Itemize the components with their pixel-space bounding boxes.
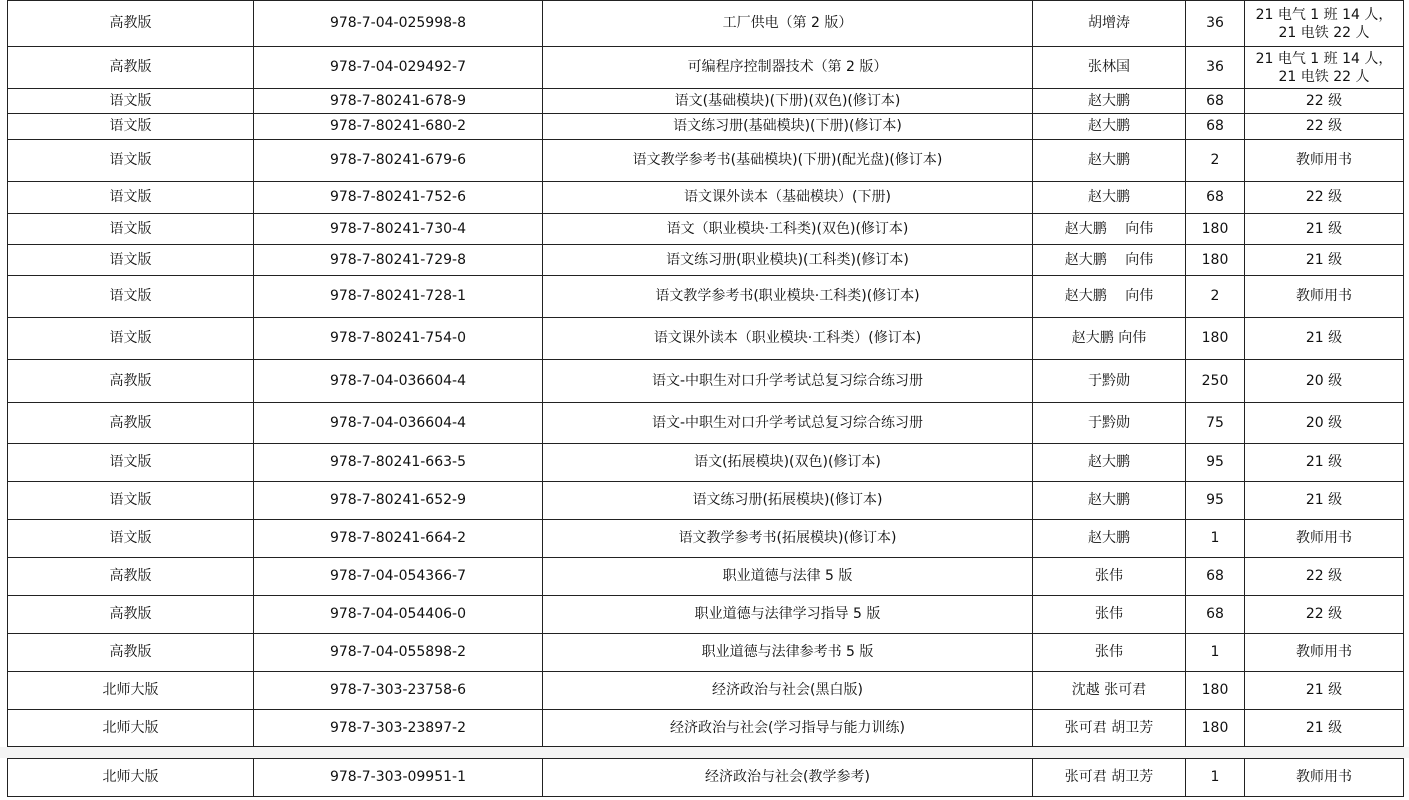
- note-cell: 教师用书: [1245, 520, 1404, 558]
- isbn-cell: 978-7-04-054366-7: [254, 558, 543, 596]
- title-cell: 语文练习册(拓展模块)(修订本): [543, 482, 1033, 520]
- publisher-cell: 高教版: [8, 1, 254, 47]
- isbn-cell: 978-7-04-029492-7: [254, 47, 543, 89]
- quantity-cell: 68: [1186, 558, 1245, 596]
- table-row: [8, 214, 1404, 245]
- note-cell: 21 级: [1245, 710, 1404, 747]
- author-cell: 赵大鹏: [1033, 140, 1186, 182]
- quantity-cell: 95: [1186, 482, 1245, 520]
- author-cell: 张伟: [1033, 558, 1186, 596]
- author-cell: 张可君 胡卫芳: [1033, 710, 1186, 747]
- table-row: [8, 47, 1404, 89]
- author-cell: 赵大鹏: [1033, 444, 1186, 482]
- title-cell: 语文课外读本（基础模块）(下册): [543, 182, 1033, 214]
- title-cell: 语文-中职生对口升学考试总复习综合练习册: [543, 403, 1033, 444]
- title-cell: 语文（职业模块·工科类)(双色)(修订本): [543, 214, 1033, 245]
- publisher-cell: 北师大版: [8, 672, 254, 710]
- table-row: [8, 482, 1404, 520]
- note-line: 21 电气 1 班 14 人，: [1255, 6, 1393, 23]
- quantity-cell: 68: [1186, 182, 1245, 214]
- table-row: [8, 245, 1404, 276]
- table-row: [8, 672, 1404, 710]
- table-row: [8, 710, 1404, 747]
- note-cell: 22 级: [1245, 558, 1404, 596]
- quantity-cell: 36: [1186, 1, 1245, 47]
- page-break-gap: [0, 747, 1409, 758]
- isbn-cell: 978-7-80241-679-6: [254, 140, 543, 182]
- table-row: [8, 520, 1404, 558]
- author-cell: 赵大鹏 向伟: [1033, 245, 1186, 276]
- note-cell: 22 级: [1245, 89, 1404, 114]
- author-cell: 张林国: [1033, 47, 1186, 89]
- isbn-cell: 978-7-80241-729-8: [254, 245, 543, 276]
- quantity-cell: 1: [1186, 634, 1245, 672]
- isbn-cell: 978-7-80241-730-4: [254, 214, 543, 245]
- quantity-cell: 250: [1186, 360, 1245, 403]
- table-row: [8, 276, 1404, 318]
- publisher-cell: 北师大版: [8, 759, 254, 797]
- note-cell: 20 级: [1245, 360, 1404, 403]
- table-row: [8, 1, 1404, 47]
- title-cell: 经济政治与社会(黑白版): [543, 672, 1033, 710]
- publisher-cell: 语文版: [8, 520, 254, 558]
- title-cell: 语文(拓展模块)(双色)(修订本): [543, 444, 1033, 482]
- publisher-cell: 高教版: [8, 403, 254, 444]
- isbn-cell: 978-7-80241-663-5: [254, 444, 543, 482]
- author-cell: 赵大鹏: [1033, 482, 1186, 520]
- publisher-cell: 语文版: [8, 140, 254, 182]
- publisher-cell: 语文版: [8, 318, 254, 360]
- isbn-cell: 978-7-303-23758-6: [254, 672, 543, 710]
- quantity-cell: 95: [1186, 444, 1245, 482]
- note-cell: [1245, 47, 1404, 89]
- table-row: [8, 444, 1404, 482]
- author-cell: 于黔勋: [1033, 403, 1186, 444]
- publisher-cell: 语文版: [8, 245, 254, 276]
- publisher-cell: 高教版: [8, 596, 254, 634]
- isbn-cell: 978-7-04-036604-4: [254, 360, 543, 403]
- note-cell: 教师用书: [1245, 140, 1404, 182]
- author-cell: 于黔勋: [1033, 360, 1186, 403]
- isbn-cell: 978-7-303-23897-2: [254, 710, 543, 747]
- note-cell: 21 级: [1245, 444, 1404, 482]
- note-cell: 教师用书: [1245, 759, 1404, 797]
- title-cell: 经济政治与社会(学习指导与能力训练): [543, 710, 1033, 747]
- author-cell: 张可君 胡卫芳: [1033, 759, 1186, 797]
- author-cell: 赵大鹏 向伟: [1033, 214, 1186, 245]
- author-cell: 赵大鹏: [1033, 182, 1186, 214]
- table-row: [8, 114, 1404, 140]
- table-row: [8, 318, 1404, 360]
- note-line: 21 电气 1 班 14 人，: [1255, 50, 1393, 67]
- author-cell: 赵大鹏: [1033, 89, 1186, 114]
- title-cell: 语文课外读本（职业模块·工科类）(修订本): [543, 318, 1033, 360]
- title-cell: 语文教学参考书(基础模块)(下册)(配光盘)(修订本): [543, 140, 1033, 182]
- quantity-cell: 180: [1186, 318, 1245, 360]
- table-row: [8, 89, 1404, 114]
- publisher-cell: 语文版: [8, 214, 254, 245]
- quantity-cell: 1: [1186, 759, 1245, 797]
- publisher-cell: 语文版: [8, 276, 254, 318]
- title-cell: 职业道德与法律 5 版: [543, 558, 1033, 596]
- quantity-cell: 2: [1186, 276, 1245, 318]
- quantity-cell: 180: [1186, 710, 1245, 747]
- note-cell: 21 级: [1245, 482, 1404, 520]
- isbn-cell: 978-7-04-054406-0: [254, 596, 543, 634]
- isbn-cell: 978-7-80241-680-2: [254, 114, 543, 140]
- note-cell: 22 级: [1245, 114, 1404, 140]
- table-row: [8, 634, 1404, 672]
- isbn-cell: 978-7-80241-664-2: [254, 520, 543, 558]
- note-cell: [1245, 1, 1404, 47]
- table-row: [8, 403, 1404, 444]
- note-cell: 21 级: [1245, 214, 1404, 245]
- note-cell: 22 级: [1245, 182, 1404, 214]
- table-row: [8, 558, 1404, 596]
- table-row: [8, 140, 1404, 182]
- note-line: 21 电铁 22 人: [1278, 68, 1370, 85]
- note-cell: 21 级: [1245, 672, 1404, 710]
- isbn-cell: 978-7-303-09951-1: [254, 759, 543, 797]
- publisher-cell: 语文版: [8, 114, 254, 140]
- author-cell: 赵大鹏 向伟: [1033, 276, 1186, 318]
- publisher-cell: 高教版: [8, 634, 254, 672]
- author-cell: 赵大鹏: [1033, 114, 1186, 140]
- isbn-cell: 978-7-80241-678-9: [254, 89, 543, 114]
- quantity-cell: 2: [1186, 140, 1245, 182]
- table-row: [8, 596, 1404, 634]
- publisher-cell: 高教版: [8, 47, 254, 89]
- quantity-cell: 180: [1186, 214, 1245, 245]
- author-cell: 胡增涛: [1033, 1, 1186, 47]
- isbn-cell: 978-7-04-025998-8: [254, 1, 543, 47]
- quantity-cell: 180: [1186, 672, 1245, 710]
- title-cell: 语文(基础模块)(下册)(双色)(修订本): [543, 89, 1033, 114]
- book-order-table-continued: [7, 758, 1404, 797]
- author-cell: 张伟: [1033, 596, 1186, 634]
- title-cell: 语文教学参考书(拓展模块)(修订本): [543, 520, 1033, 558]
- title-cell: 职业道德与法律参考书 5 版: [543, 634, 1033, 672]
- note-cell: 教师用书: [1245, 276, 1404, 318]
- publisher-cell: 高教版: [8, 558, 254, 596]
- quantity-cell: 68: [1186, 114, 1245, 140]
- title-cell: 职业道德与法律学习指导 5 版: [543, 596, 1033, 634]
- note-cell: 教师用书: [1245, 634, 1404, 672]
- title-cell: 经济政治与社会(教学参考): [543, 759, 1033, 797]
- author-cell: 赵大鹏 向伟: [1033, 318, 1186, 360]
- isbn-cell: 978-7-80241-652-9: [254, 482, 543, 520]
- publisher-cell: 语文版: [8, 182, 254, 214]
- isbn-cell: 978-7-04-036604-4: [254, 403, 543, 444]
- title-cell: 语文-中职生对口升学考试总复习综合练习册: [543, 360, 1033, 403]
- title-cell: 工厂供电（第 2 版）: [543, 1, 1033, 47]
- title-cell: 语文教学参考书(职业模块·工科类)(修订本): [543, 276, 1033, 318]
- note-cell: 21 级: [1245, 318, 1404, 360]
- note-line: 21 电铁 22 人: [1278, 24, 1370, 41]
- quantity-cell: 68: [1186, 89, 1245, 114]
- isbn-cell: 978-7-80241-728-1: [254, 276, 543, 318]
- note-cell: 20 级: [1245, 403, 1404, 444]
- quantity-cell: 36: [1186, 47, 1245, 89]
- note-cell: 21 级: [1245, 245, 1404, 276]
- publisher-cell: 高教版: [8, 360, 254, 403]
- title-cell: 可编程序控制器技术（第 2 版）: [543, 47, 1033, 89]
- author-cell: 赵大鹏: [1033, 520, 1186, 558]
- quantity-cell: 180: [1186, 245, 1245, 276]
- title-cell: 语文练习册(职业模块)(工科类)(修订本): [543, 245, 1033, 276]
- publisher-cell: 语文版: [8, 482, 254, 520]
- publisher-cell: 语文版: [8, 89, 254, 114]
- table-row: [8, 759, 1404, 797]
- quantity-cell: 68: [1186, 596, 1245, 634]
- author-cell: 张伟: [1033, 634, 1186, 672]
- publisher-cell: 语文版: [8, 444, 254, 482]
- table-row: [8, 360, 1404, 403]
- quantity-cell: 1: [1186, 520, 1245, 558]
- table-row: [8, 182, 1404, 214]
- book-order-table: [7, 0, 1404, 747]
- publisher-cell: 北师大版: [8, 710, 254, 747]
- isbn-cell: 978-7-04-055898-2: [254, 634, 543, 672]
- note-cell: 22 级: [1245, 596, 1404, 634]
- title-cell: 语文练习册(基础模块)(下册)(修订本): [543, 114, 1033, 140]
- quantity-cell: 75: [1186, 403, 1245, 444]
- isbn-cell: 978-7-80241-752-6: [254, 182, 543, 214]
- author-cell: 沈越 张可君: [1033, 672, 1186, 710]
- isbn-cell: 978-7-80241-754-0: [254, 318, 543, 360]
